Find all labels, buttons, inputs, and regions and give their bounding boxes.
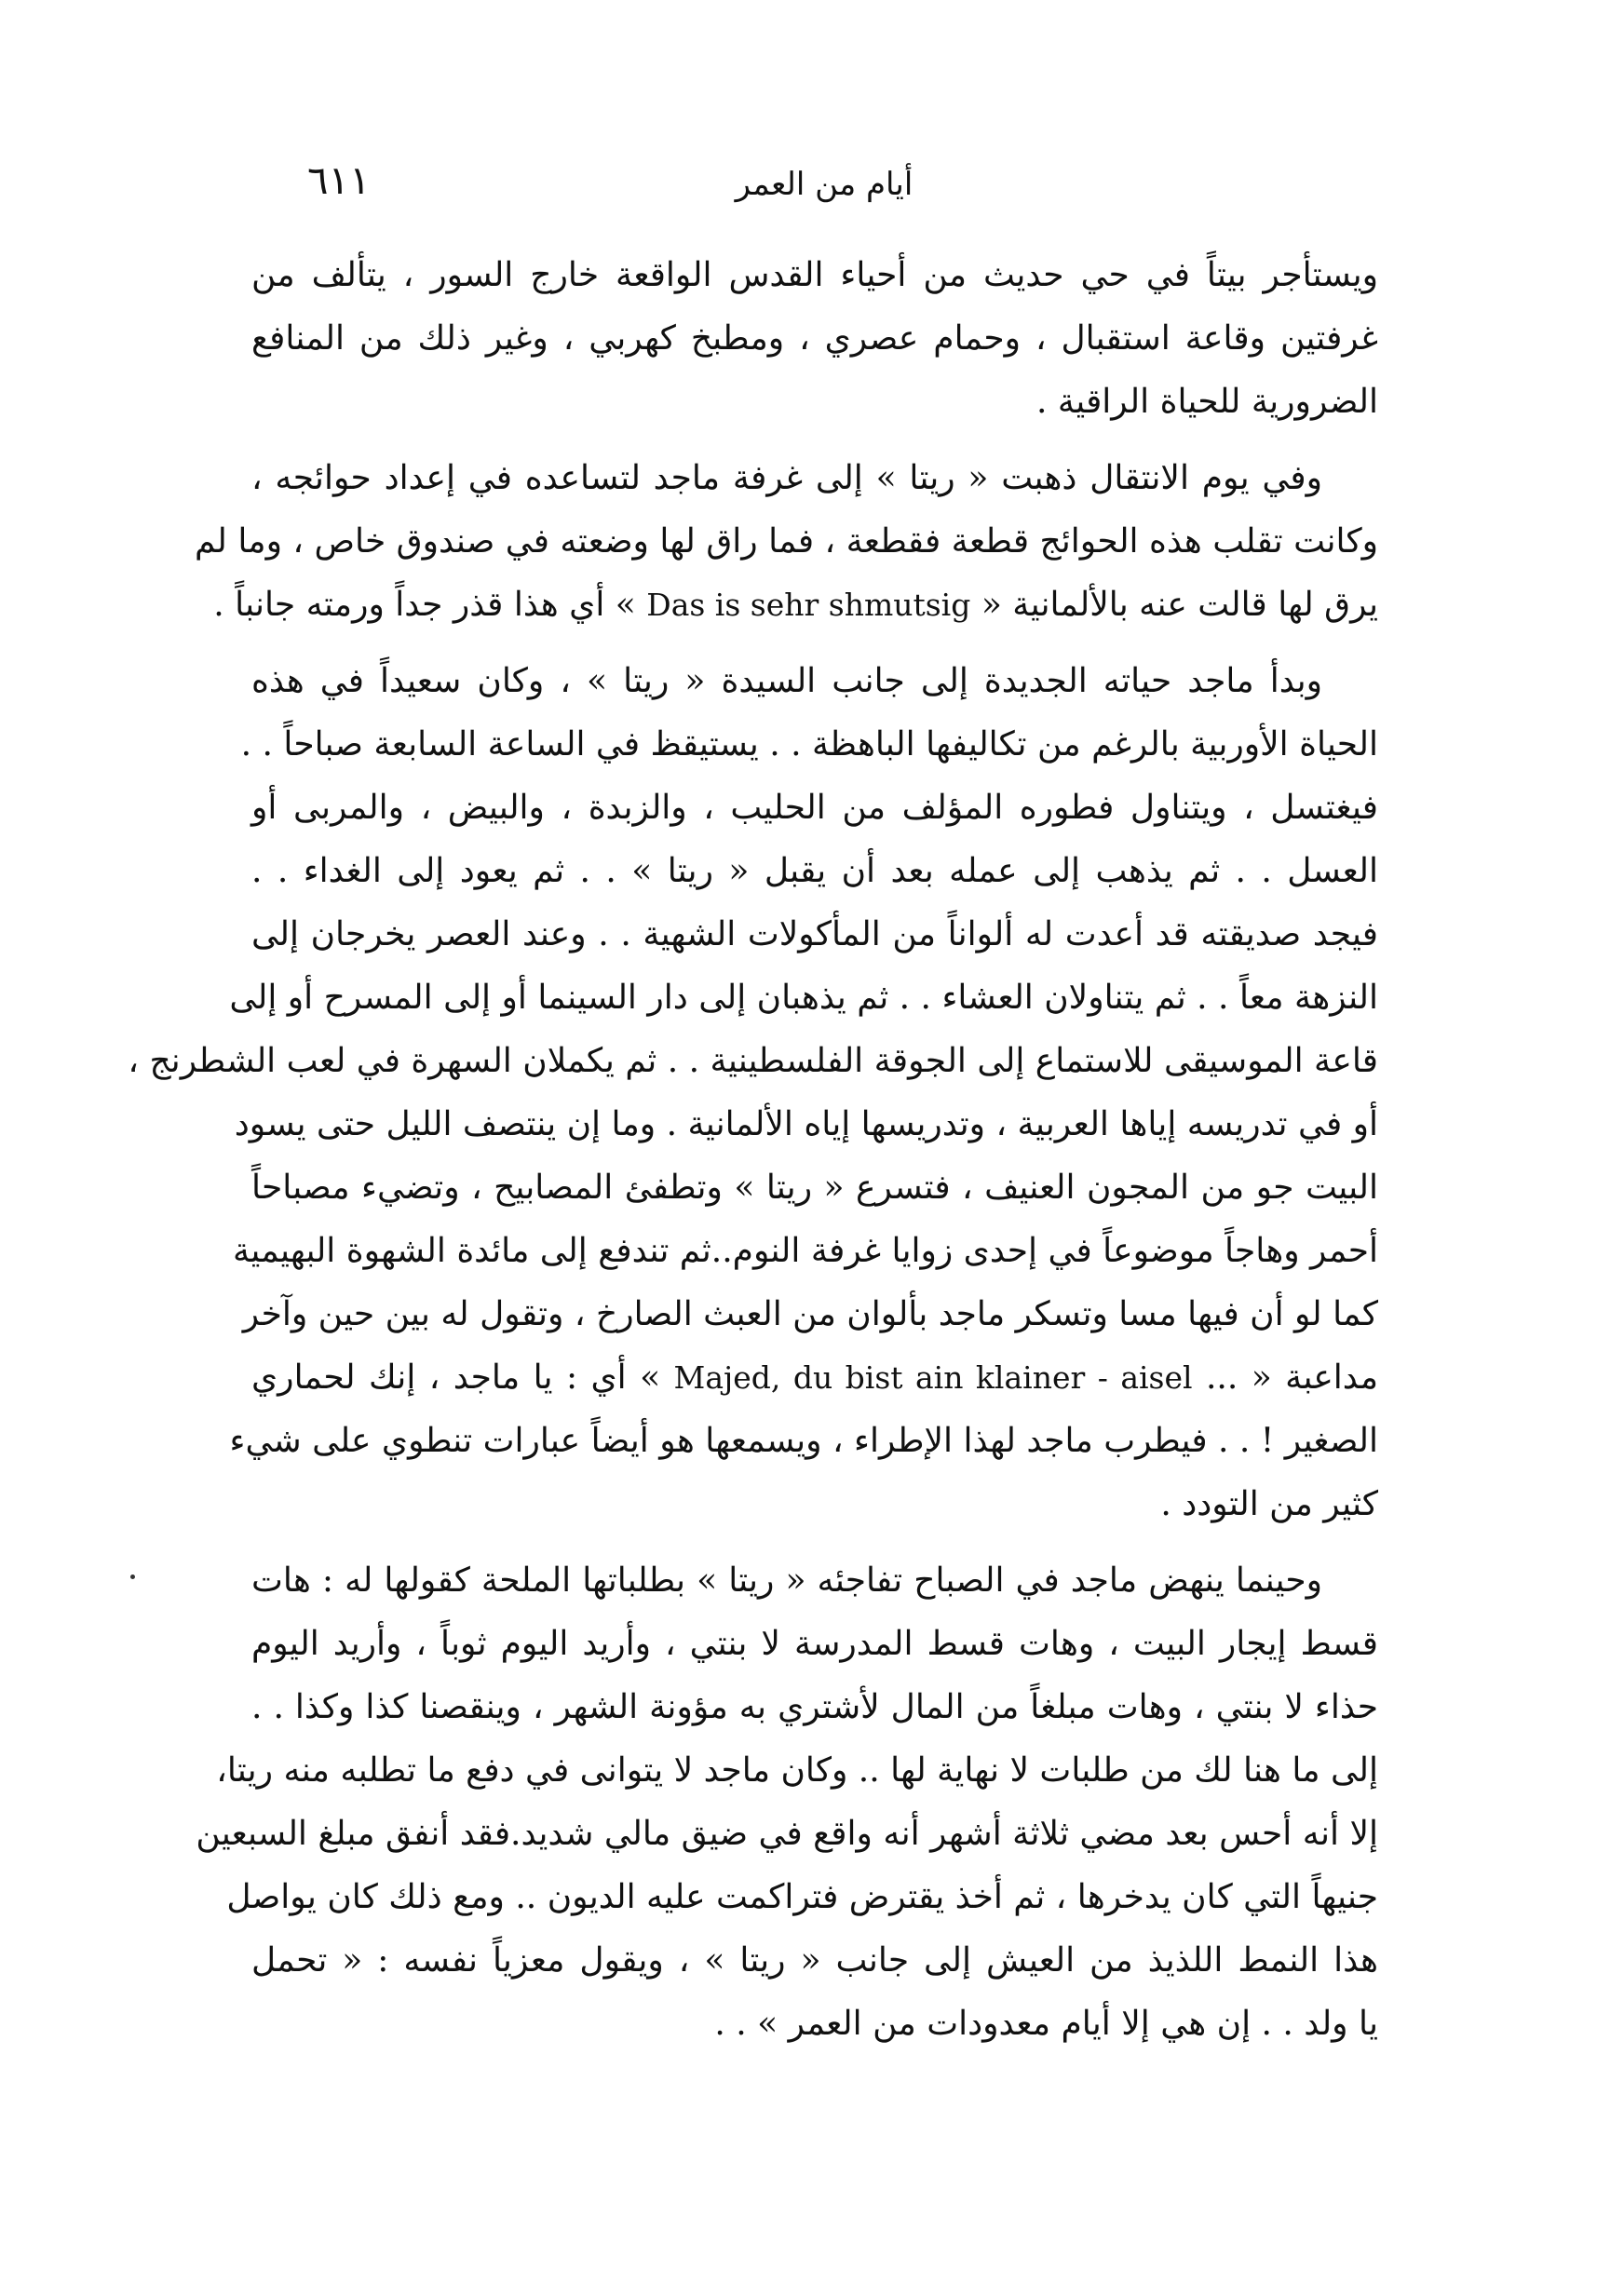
paragraph-gap bbox=[251, 1536, 1378, 1549]
line-segment: يرق لها قالت عنه بالألمانية « bbox=[970, 586, 1378, 624]
text-line-with-german-quote bbox=[213, 574, 1378, 637]
text-line: أو في تدريسه إياها العربية ، وتدريسها إياه الألمانية . وما إن ينتصف الليل حتى يسود bbox=[234, 1105, 1378, 1143]
text-line: هذا النمط اللذيذ من العيش إلى جانب « ريتا » ، ويقول معزياً نفسه : « تحمل bbox=[251, 1941, 1378, 1980]
text-line: قاعة الموسيقى للاستماع إلى الجوقة الفلسطينية . . ثم يكملان السهرة في لعب الشطرنج ، bbox=[128, 1042, 1378, 1080]
text-line: قسط إيجار البيت ، وهات قسط المدرسة لا بنتي ، وأريد اليوم ثوباً ، وأريد اليوم bbox=[251, 1625, 1378, 1663]
text-line: إلا أنه أحس بعد مضي ثلاثة أشهر أنه واقع في ضيق مالي شديد.فقد أنفق مبلغ السبعين bbox=[196, 1815, 1378, 1853]
page-header bbox=[261, 156, 1387, 212]
text-line: إلى ما هنا لك من طلبات لا نهاية لها .. وكان ماجد لا يتوانى في دفع ما تطلبه منه ريتا، bbox=[216, 1751, 1378, 1790]
text-line: وحينما ينهض ماجد في الصباح تفاجئه « ريتا » بطلباتها الملحة كقولها له : هات bbox=[251, 1561, 1322, 1600]
paragraph-gap bbox=[251, 637, 1378, 650]
text-line: غرفتين وقاعة استقبال ، وحمام عصري ، ومطبخ كهربي ، وغير ذلك من المنافع bbox=[251, 319, 1378, 358]
text-line: النزهة معاً . . ثم يتناولان العشاء . . ثم يذهبان إلى دار السينما أو إلى المسرح أو إلى bbox=[229, 979, 1378, 1017]
text-line: ويستأجر بيتاً في حي حديث من أحياء القدس الواقعة خارج السور ، يتألف من bbox=[251, 256, 1378, 294]
running-title: أيام من العمر bbox=[735, 166, 914, 203]
text-line: وفي يوم الانتقال ذهبت « ريتا » إلى غرفة ماجد لتساعده في إعداد حوائجه ، bbox=[251, 459, 1322, 497]
text-line: الحياة الأوربية بالرغم من تكاليفها الباهظة . . يستيقظ في الساعة السابعة صباحاً . . bbox=[240, 725, 1378, 764]
german-quote: Majed, du bist ain klainer - aisel bbox=[673, 1359, 1193, 1396]
german-quote: Das is sehr shmutsig bbox=[646, 587, 971, 623]
text-line: وكانت تقلب هذه الحوائج قطعة فقطعة ، فما راق لها وضعته في صندوق خاص ، وما لم bbox=[194, 522, 1378, 561]
text-line: فيغتسل ، ويتناول فطوره المؤلف من الحليب ، والزبدة ، والبيض ، والمربى أو bbox=[251, 789, 1378, 827]
text-line: أحمر وهاجاً موضوعاً في إحدى زوايا غرفة النوم..ثم تندفع إلى مائدة الشهوة البهيمية bbox=[233, 1232, 1378, 1270]
text-line: الضرورية للحياة الراقية . bbox=[1036, 383, 1378, 421]
text-line: يا ولد . . إن هي إلا أيام معدودات من العمر » . . bbox=[714, 2005, 1378, 2043]
text-line: كما لو أن فيها مسا وتسكر ماجد بألوان من العبث الصارخ ، وتقول له بين حين وآخر bbox=[242, 1295, 1378, 1333]
text-line: حذاء لا بنتي ، وهات مبلغاً من المال لأشتري به مؤونة الشهر ، وينقصنا كذا وكذا . . bbox=[251, 1688, 1378, 1726]
scan-speck bbox=[130, 1574, 135, 1579]
text-line: فيجد صديقته قد أعدت له ألواناً من المأكولات الشهية . . وعند العصر يخرجان إلى bbox=[251, 915, 1378, 953]
line-segment: » أي : يا ماجد ، إنك لحماري bbox=[251, 1358, 674, 1397]
line-segment: » أي هذا قذر جداً ورمته جانباً . bbox=[213, 586, 647, 624]
paragraph-gap bbox=[251, 434, 1378, 447]
text-line: الصغير ! . . فيطرب ماجد لهذا الإطراء ، ويسمعها هو أيضاً عبارات تنطوي على شيء bbox=[229, 1422, 1378, 1460]
page-number: ٦١١ bbox=[307, 157, 371, 203]
text-line-with-german-quote bbox=[251, 1346, 1378, 1410]
line-segment: مداعبة « ... bbox=[1192, 1358, 1378, 1397]
body-text bbox=[128, 244, 1378, 2056]
text-line: البيت جو من المجون العنيف ، فتسرع « ريتا » وتطفئ المصابيح ، وتضيء مصباحاً bbox=[251, 1169, 1378, 1207]
text-line: جنيهاً التي كان يدخرها ، ثم أخذ يقترض فتراكمت عليه الديون .. ومع ذلك كان يواصل bbox=[226, 1878, 1378, 1916]
text-line: وبدأ ماجد حياته الجديدة إلى جانب السيدة « ريتا » ، وكان سعيداً في هذه bbox=[251, 662, 1322, 700]
text-line: كثير من التودد . bbox=[1160, 1485, 1378, 1523]
text-line: العسل . . ثم يذهب إلى عمله بعد أن يقبل « ريتا » . . ثم يعود إلى الغداء . . bbox=[251, 852, 1378, 890]
